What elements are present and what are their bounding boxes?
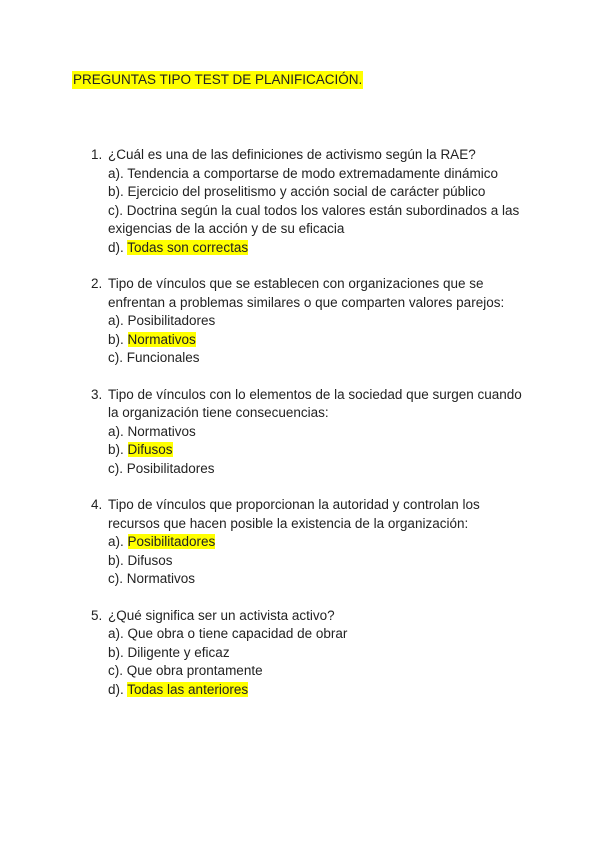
option-text: Normativos <box>126 571 196 586</box>
option-prefix: a). <box>108 313 128 328</box>
option-text: Que obra prontamente <box>126 663 263 678</box>
answer-options <box>0 533 600 589</box>
option-prefix: c). <box>108 460 127 476</box>
option-text: Ejercicio del proselitismo y acción social de carácter público <box>127 184 486 199</box>
answer-option-a <box>108 423 528 442</box>
question-text: Tipo de vínculos que se establecen con organizaciones que se enfrentan a problemas similares o que comparten valores parejos: <box>108 276 505 310</box>
question-1 <box>0 146 600 257</box>
question-text: ¿Qué significa ser un activista activo? <box>108 607 335 623</box>
option-text: Difusos <box>127 552 173 568</box>
answer-option-c <box>108 662 528 681</box>
option-text-highlighted: Posibilitadores <box>127 534 216 549</box>
option-prefix: c). <box>108 663 127 678</box>
answer-option-c <box>108 349 528 368</box>
answer-option-b <box>108 644 528 663</box>
option-prefix: b). <box>108 644 128 660</box>
option-prefix: c). <box>108 202 127 218</box>
question-text: Tipo de vínculos con lo elementos de la sociedad que surgen cuando la organización tiene consecuencias: <box>108 386 522 420</box>
option-prefix: b). <box>108 331 128 347</box>
answer-options <box>0 625 600 699</box>
option-text: Funcionales <box>126 350 200 365</box>
option-prefix: b). <box>108 442 128 457</box>
option-prefix: c). <box>108 571 127 586</box>
option-prefix: b). <box>108 184 128 199</box>
option-prefix: c). <box>108 350 127 365</box>
option-prefix: d). <box>108 681 128 697</box>
option-text: Que obra o tiene capacidad de obrar <box>127 626 348 641</box>
option-text: Doctrina según la cual todos los valores están subordinados a las exigencias de la acción y de su eficacia <box>108 202 520 236</box>
option-prefix: d). <box>108 239 128 255</box>
question-3 <box>0 386 600 479</box>
answer-option-b <box>108 331 528 350</box>
answer-option-d <box>108 239 528 258</box>
option-text: Normativos <box>127 423 196 439</box>
option-text-highlighted: Todas son correctas <box>127 239 249 255</box>
answer-option-a <box>108 533 528 552</box>
answer-option-a <box>108 625 528 644</box>
answer-option-d <box>108 681 528 700</box>
answer-option-b <box>108 552 528 571</box>
answer-option-a <box>108 165 528 184</box>
answer-options <box>0 165 600 258</box>
option-text: Posibilitadores <box>127 313 216 328</box>
option-text-highlighted: Todas las anteriores <box>127 681 249 697</box>
answer-options <box>0 423 600 479</box>
question-2 <box>0 275 600 368</box>
option-prefix: a). <box>108 534 128 549</box>
answer-option-b <box>108 183 528 202</box>
option-prefix: b). <box>108 552 128 568</box>
document-title: PREGUNTAS TIPO TEST DE PLANIFICACIÓN. <box>73 72 363 87</box>
question-number: 3. <box>91 386 103 402</box>
option-prefix: a). <box>108 423 128 439</box>
question-number: 5. <box>91 607 103 623</box>
answer-option-c <box>108 570 528 589</box>
option-text: Posibilitadores <box>126 460 215 476</box>
option-prefix: a). <box>108 165 128 181</box>
answer-option-c <box>108 460 528 479</box>
option-text-highlighted: Normativos <box>127 331 196 347</box>
answer-option-a <box>108 312 528 331</box>
question-text: Tipo de vínculos que proporcionan la autoridad y controlan los recursos que hacen posible la existencia de la organización: <box>108 497 480 531</box>
option-prefix: a). <box>108 626 128 641</box>
answer-options <box>0 312 600 368</box>
option-text: Tendencia a comportarse de modo extremadamente dinámico <box>127 165 498 181</box>
question-5 <box>0 607 600 700</box>
question-text: ¿Cuál es una de las definiciones de activismo según la RAE? <box>108 147 476 162</box>
option-text-highlighted: Difusos <box>127 442 173 457</box>
answer-option-b <box>108 441 528 460</box>
question-number: 4. <box>91 497 103 512</box>
question-4 <box>0 496 600 589</box>
question-number: 1. <box>91 147 103 162</box>
answer-option-c <box>108 202 528 239</box>
question-number: 2. <box>91 276 103 291</box>
question-list <box>0 146 600 717</box>
option-text: Diligente y eficaz <box>127 644 230 660</box>
